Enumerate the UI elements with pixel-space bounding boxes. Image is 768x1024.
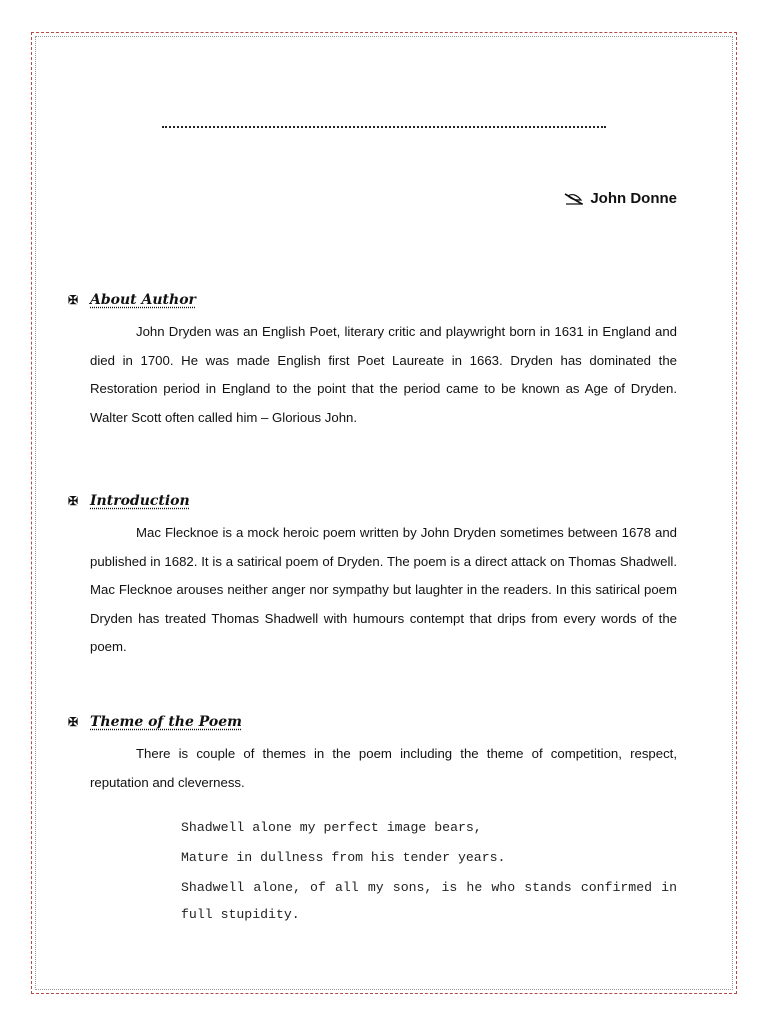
title-placeholder-dots: [162, 118, 606, 128]
author-name: John Donne: [590, 190, 677, 207]
heading-text: About Author: [90, 292, 196, 308]
section-heading: [68, 714, 677, 730]
section-theme: [68, 714, 677, 797]
cross-bullet-icon: ✠: [68, 494, 79, 508]
quill-icon: [564, 192, 584, 206]
section-heading: [68, 292, 677, 308]
section-about-author: [68, 292, 677, 432]
quote-line: Shadwell alone my perfect image bears,: [181, 820, 482, 835]
section-heading: [68, 493, 677, 509]
author-line: [564, 190, 677, 207]
section-paragraph: Mac Flecknoe is a mock heroic poem written by John Dryden sometimes between 1678 and published in 1682. It is a satirical poem of Dryden. The poem is a direct attack on Thomas Shadwell. Mac Flecknoe arouses neither anger nor sympathy but laughter in the readers. In this satirical poem Dryden has treated Thomas Shadwell with humours contempt that drips from every words of the poem.: [90, 525, 677, 654]
section-paragraph: John Dryden was an English Poet, literary critic and playwright born in 1631 in England and died in 1700. He was made English first Poet Laureate in 1663. Dryden has dominated the Restoration period in England to the point that the period came to be known as Age of Dryden. Walter Scott often called him – Glorious John.: [90, 324, 677, 425]
heading-text: Introduction: [90, 493, 190, 509]
section-introduction: [68, 493, 677, 662]
cross-bullet-icon: ✠: [68, 715, 79, 729]
heading-text: Theme of the Poem: [90, 714, 242, 730]
poem-quote: [181, 814, 677, 931]
quote-line: Shadwell alone, of all my sons, is he who stands confirmed in full stupidity.: [181, 880, 677, 922]
quote-line: Mature in dullness from his tender years.: [181, 850, 506, 865]
section-paragraph: There is couple of themes in the poem including the theme of competition, respect, reputation and cleverness.: [90, 746, 677, 790]
cross-bullet-icon: ✠: [68, 293, 79, 307]
